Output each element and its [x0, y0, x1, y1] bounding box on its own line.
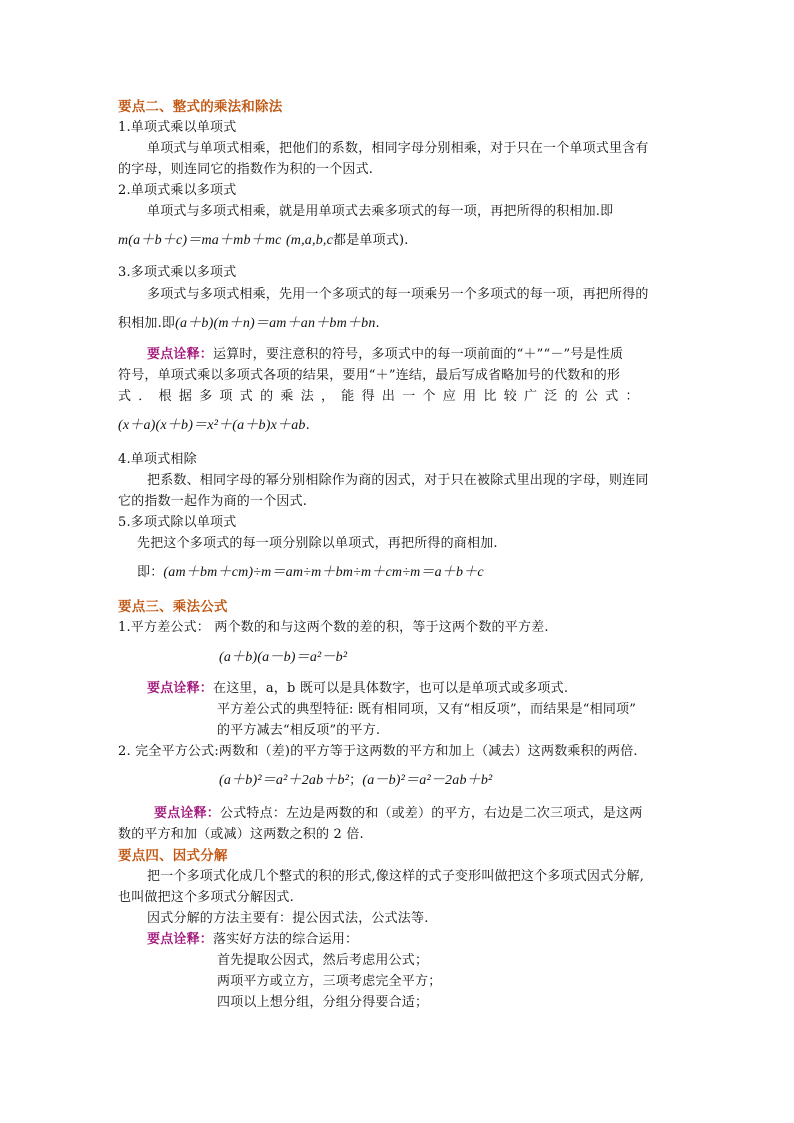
- note-line: 符号，单项式乘以多项式各项的结果，要用“＋”连结，最后写成省略加号的代数和的形: [118, 368, 621, 383]
- section-3-heading: 要点三、乘法公式: [118, 599, 228, 615]
- paragraph-line: 因式分解的方法主要有：提公因式法，公式法等.: [147, 911, 429, 926]
- note-line: [154, 806, 642, 822]
- subsection-desc: 两数和（差)的平方等于这两数的平方和加上（减去）这两数乘积的两倍.: [218, 744, 638, 759]
- note-line: 平方差公式的典型特征: 既有相同项，又有“相反项”，而结果是“相同项”: [217, 702, 637, 717]
- paragraph-line: 把系数、相同字母的幂分别相除作为商的因式，对于只在被除式里出现的字母，则连同: [147, 473, 649, 488]
- paragraph-line: 的字母，则连同它的指数作为积的一个因式.: [118, 162, 374, 177]
- note-label: 要点诠释：: [147, 347, 214, 362]
- formula: (a＋b)(a－b)＝a²－b²: [219, 650, 348, 665]
- paragraph-line: 把一个多项式化成几个整式的积的形式,像这样的式子变形叫做把这个多项式因式分解,: [147, 869, 645, 884]
- formula: (a＋b)(m＋n)＝am＋an＋bm＋bn: [175, 316, 376, 331]
- note-label: 要点诠释：: [147, 681, 214, 696]
- note-line: [147, 681, 568, 697]
- formula-line: [118, 233, 409, 249]
- note-label: 要点诠释：: [154, 806, 221, 821]
- subsection-title: 2.单项式乘以多项式: [118, 183, 237, 198]
- note-line: 式．根据多项式的乘法，能得出一个应用比较广泛的公式：: [118, 389, 646, 404]
- note-line: 的平方减去“相反项”的平方.: [217, 723, 381, 738]
- formula-end: .: [305, 418, 310, 433]
- subsection-title: 2. 完全平方公式:: [118, 744, 219, 759]
- subsection-title: 3.多项式乘以多项式: [118, 265, 237, 280]
- note-label: 要点诠释：: [147, 932, 214, 947]
- formula-note-text: 都是单项式).: [333, 233, 409, 248]
- formula-note: (m,a,b,c: [285, 233, 334, 248]
- subsection-desc: 两个数的和与这两个数的差的积，等于这两个数的平方差.: [214, 620, 549, 635]
- note-line: 四项以上想分组，分组分得要合适；: [217, 995, 429, 1010]
- formula-prefix: 即：: [137, 565, 164, 580]
- note-text: 在这里，a，b 既可以是具体数字，也可以是单项式或多项式.: [213, 681, 569, 696]
- section-2-heading: 要点二、整式的乘法和除法: [118, 99, 283, 115]
- paragraph-line: 也叫做把这个多项式分解因式.: [118, 890, 294, 905]
- paragraph-line: 单项式与单项式相乘，把他们的系数，相同字母分别相乘，对于只在一个单项式里含有: [147, 141, 649, 156]
- note-line: 数的平方和加（或减）这两数之积的 2 倍.: [118, 827, 364, 842]
- note-line: 两项平方或立方，三项考虑完全平方；: [217, 974, 442, 989]
- formula: (am＋bm＋cm)÷m＝am÷m＋bm÷m＋cm÷m＝a＋b＋c: [163, 565, 484, 580]
- formula-line: [137, 565, 484, 581]
- formula-line: [118, 418, 310, 434]
- note-line: 首先提取公因式，然后考虑用公式；: [217, 953, 429, 968]
- formula-separator: ；: [349, 773, 363, 788]
- formula-prefix: 积相加.即: [118, 316, 176, 331]
- note-text: 运算时，要注意积的符号，多项式中的每一项前面的“＋”“－”号是性质: [213, 347, 624, 362]
- subsection-title-line: [118, 744, 638, 760]
- paragraph-line: 它的指数一起作为商的一个因式.: [118, 494, 308, 509]
- paragraph-line: 单项式与多项式相乘，就是用单项式去乘多项式的每一项，再把所得的积相加.即: [147, 204, 614, 219]
- subsection-title: 1.单项式乘以单项式: [118, 120, 237, 135]
- subsection-title: 1.平方差公式：: [118, 620, 211, 635]
- note-text: 公式特点：左边是两数的和（或差）的平方，右边是二次三项式，是这两: [220, 806, 643, 821]
- subsection-title: 4.单项式相除: [118, 452, 197, 467]
- formula: (a－b)²＝a²－2ab＋b²: [362, 773, 493, 788]
- formula-line: [219, 650, 347, 666]
- paragraph-line: 先把这个多项式的每一项分别除以单项式，再把所得的商相加.: [137, 536, 498, 551]
- note-line: [147, 932, 358, 948]
- note-text: 落实好方法的综合运用：: [213, 932, 359, 947]
- formula: (a＋b)²＝a²＋2ab＋b²: [219, 773, 350, 788]
- section-4-heading: 要点四、因式分解: [118, 848, 228, 864]
- subsection-title-line: [118, 620, 549, 636]
- formula-line: [118, 316, 380, 332]
- note-line: [147, 347, 623, 363]
- formula-end: .: [375, 316, 380, 331]
- formula-line: [219, 773, 492, 789]
- formula: (x＋a)(x＋b)＝x²＋(a＋b)x＋ab: [118, 418, 306, 433]
- subsection-title: 5.多项式除以单项式: [118, 515, 237, 530]
- paragraph-line: 多项式与多项式相乘，先用一个多项式的每一项乘另一个多项式的每一项，再把所得的: [147, 287, 649, 302]
- formula: m(a＋b＋c)＝ma＋mb＋mc: [118, 233, 282, 248]
